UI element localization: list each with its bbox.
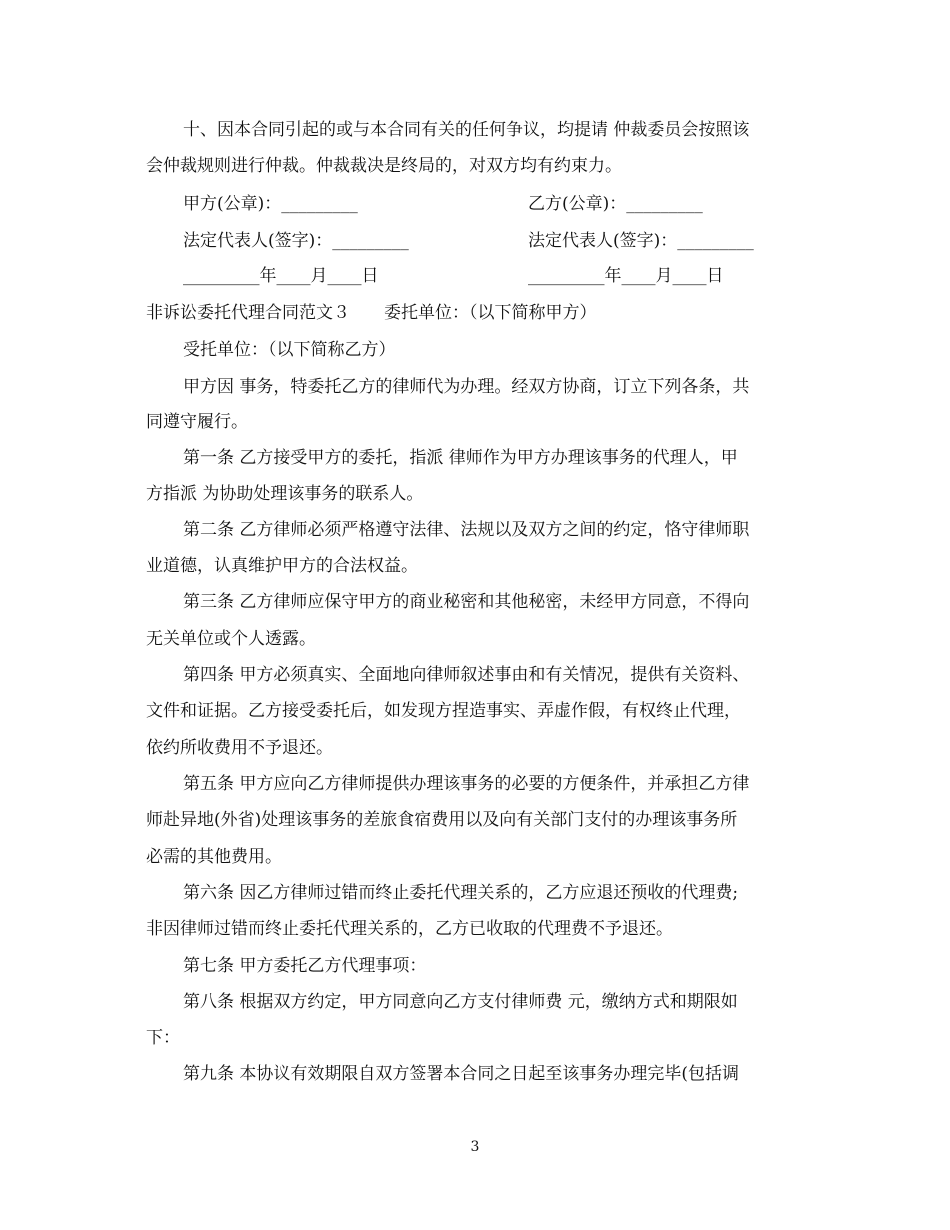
article-9-line-1: 第九条 本协议有效期限自双方签署本合同之日起至该事务办理完毕(包括调	[183, 1064, 740, 1084]
article-5-line-1: 第五条 甲方应向乙方律师提供办理该事务的必要的方便条件，并承担乙方律	[183, 774, 750, 794]
party-a-seal: 甲方(公章)：_________	[183, 194, 358, 214]
intro-line-2: 同遵守履行。	[146, 412, 248, 432]
party-b-date: _________年____月____日	[528, 266, 724, 286]
article-1-line-1: 第一条 乙方接受甲方的委托，指派 律师作为甲方办理该事务的代理人，甲	[183, 448, 738, 468]
clause-10-line-2: 会仲裁规则进行仲裁。仲裁裁决是终局的，对双方均有约束力。	[146, 156, 622, 176]
article-7-line-1: 第七条 甲方委托乙方代理事项：	[183, 956, 427, 976]
party-a-representative: 法定代表人(签字)：_________	[183, 231, 409, 251]
article-4-line-1: 第四条 甲方必须真实、全面地向律师叙述事由和有关情况，提供有关资料、	[183, 665, 750, 685]
contract-heading-line: 非诉讼委托代理合同范文３ 委托单位：（以下简称甲方）	[146, 303, 597, 323]
article-6-line-2: 非因律师过错而终止委托代理关系的，乙方已收取的代理费不予退还。	[146, 919, 673, 939]
party-b-representative: 法定代表人(签字)：_________	[528, 231, 754, 251]
article-4-line-2: 文件和证据。乙方接受委托后，如发现方捏造事实、弄虚作假，有权终止代理，	[146, 701, 741, 721]
entrusted-unit: 受托单位：（以下简称乙方）	[183, 340, 396, 360]
page-number: 3	[470, 1139, 480, 1155]
intro-line-1: 甲方因 事务，特委托乙方的律师代为办理。经双方协商，订立下列各条，共	[183, 377, 750, 397]
article-3-line-1: 第三条 乙方律师应保守甲方的商业秘密和其他秘密，未经甲方同意，不得向	[183, 592, 750, 612]
article-2-line-1: 第二条 乙方律师必须严格遵守法律、法规以及双方之间的约定，恪守律师职	[183, 520, 750, 540]
party-b-seal: 乙方(公章)：_________	[528, 194, 703, 214]
article-5-line-3: 必需的其他费用。	[146, 847, 282, 867]
article-8-line-1: 第八条 根据双方约定，甲方同意向乙方支付律师费 元，缴纳方式和期限如	[183, 992, 738, 1012]
article-1-line-2: 方指派 为协助处理该事务的联系人。	[146, 484, 424, 504]
article-8-line-2: 下：	[146, 1028, 180, 1048]
article-6-line-1: 第六条 因乙方律师过错而终止委托代理关系的，乙方应退还预收的代理费;	[183, 883, 739, 903]
article-3-line-2: 无关单位或个人透露。	[146, 629, 316, 649]
article-5-line-2: 师赴异地(外省)处理该事务的差旅食宿费用以及向有关部门支付的办理该事务所	[146, 810, 738, 830]
party-a-date: _________年____月____日	[183, 266, 379, 286]
article-4-line-3: 依约所收费用不予退还。	[146, 738, 333, 758]
clause-10-line-1: 十、因本合同引起的或与本合同有关的任何争议，均提请 仲裁委员会按照该	[183, 120, 750, 140]
article-2-line-2: 业道德，认真维护甲方的合法权益。	[146, 556, 418, 576]
